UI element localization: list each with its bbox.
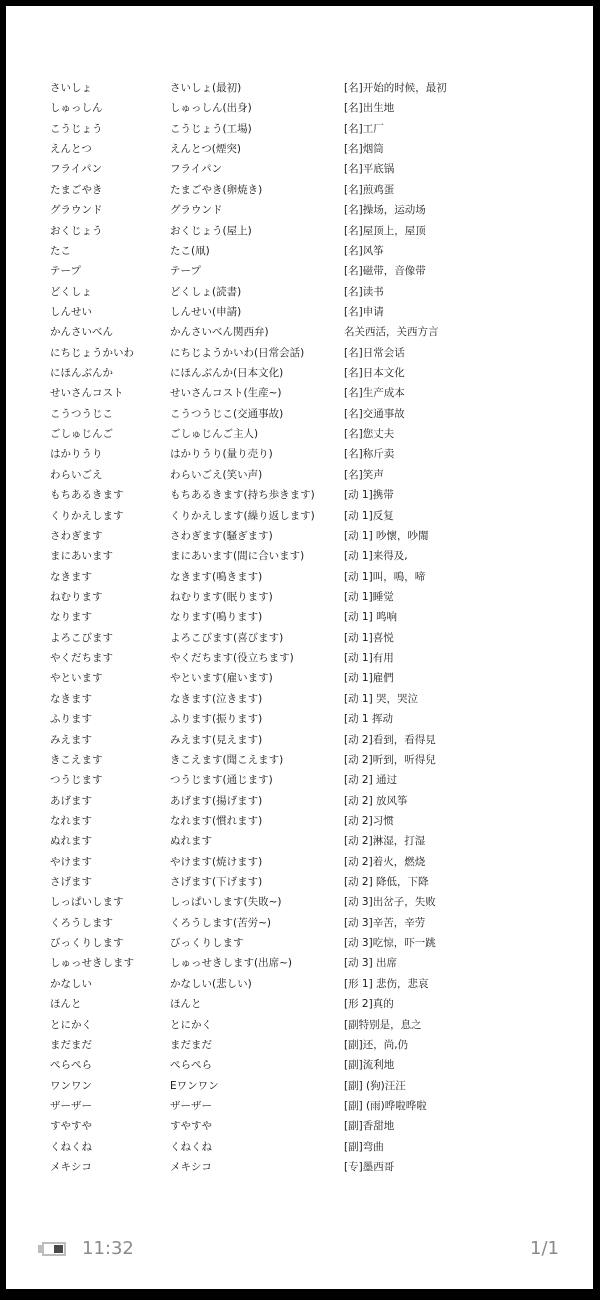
vocab-meaning: [动 1]携带 xyxy=(344,489,394,502)
vocab-meaning: [名]工厂 xyxy=(344,122,384,135)
vocab-row xyxy=(6,872,593,892)
vocab-meaning: [动 2]听到，听得兒 xyxy=(344,753,436,766)
vocab-reading: ほんと xyxy=(50,998,82,1011)
vocab-word-with-kanji: Eワンワン xyxy=(170,1079,219,1092)
vocab-reading: びっくりします xyxy=(50,937,124,950)
vocab-reading: ぺらぺら xyxy=(50,1059,92,1072)
vocab-row xyxy=(6,98,593,118)
vocab-word-with-kanji: くりかえします(繰り返します) xyxy=(170,509,315,522)
vocab-row xyxy=(6,261,593,281)
vocab-row xyxy=(6,1096,593,1116)
vocab-row xyxy=(6,1076,593,1096)
vocab-meaning: [动 2] 放风筝 xyxy=(344,794,408,807)
vocab-reading: どくしょ xyxy=(50,285,92,298)
vocab-meaning: [名]生产成本 xyxy=(344,387,405,400)
vocab-word-with-kanji: かなしい(悲しい) xyxy=(170,977,252,990)
vocab-row xyxy=(6,913,593,933)
vocab-word-with-kanji: ぺらぺら xyxy=(170,1059,212,1072)
vocab-meaning: [动 3] 出席 xyxy=(344,957,398,970)
status-bar xyxy=(6,1232,593,1272)
vocab-word-with-kanji: フライパン xyxy=(170,163,222,176)
vocab-reading: わらいごえ xyxy=(50,468,103,481)
vocab-word-with-kanji: とにかく xyxy=(170,1018,212,1031)
vocab-meaning: [副] (狗)汪汪 xyxy=(344,1079,406,1092)
vocab-row xyxy=(6,567,593,587)
vocab-meaning: [名]读书 xyxy=(344,285,384,298)
vocab-reading: しゅっしん xyxy=(50,102,103,115)
vocab-reading: すやすや xyxy=(50,1120,92,1133)
vocab-row xyxy=(6,974,593,994)
vocab-meaning: [动 2] 降低，下降 xyxy=(344,876,429,889)
vocab-meaning: [名]您丈夫 xyxy=(344,428,395,441)
vocab-word-with-kanji: なれます(慣れます) xyxy=(170,814,263,827)
vocab-meaning: [动 3]出岔子，失败 xyxy=(344,896,436,909)
vocab-row xyxy=(6,526,593,546)
vocab-reading: くろうします xyxy=(50,916,113,929)
vocab-word-with-kanji: たまごやき(卵焼き) xyxy=(170,183,263,196)
vocab-word-with-kanji: さわぎます(騒ぎます) xyxy=(170,529,273,542)
vocab-word-with-kanji: こうじょう(工場) xyxy=(170,122,252,135)
vocab-row xyxy=(6,668,593,688)
battery-icon xyxy=(42,1242,66,1256)
vocab-meaning: [动 3]吃惊，吓一跳 xyxy=(344,937,436,950)
vocab-row xyxy=(6,159,593,179)
vocab-reading: ねむります xyxy=(50,590,103,603)
vocab-word-with-kanji: メキシコ xyxy=(170,1161,212,1174)
vocab-meaning: [动 3]辛苦，辛劳 xyxy=(344,916,426,929)
vocab-word-with-kanji: なります(鳴ります) xyxy=(170,611,263,624)
vocab-row xyxy=(6,322,593,342)
vocab-reading: さわぎます xyxy=(50,529,103,542)
vocab-meaning: [动 1]睡觉 xyxy=(344,590,394,603)
vocab-row xyxy=(6,811,593,831)
vocab-row xyxy=(6,444,593,464)
vocab-meaning: [专]墨西哥 xyxy=(344,1161,395,1174)
vocab-reading: やけます xyxy=(50,855,92,868)
vocab-word-with-kanji: ごしゅじんご主人) xyxy=(170,428,259,441)
vocab-meaning: [形 2]真的 xyxy=(344,998,394,1011)
vocab-row xyxy=(6,343,593,363)
vocab-reading: つうじます xyxy=(50,774,103,787)
vocab-meaning: [名]申请 xyxy=(344,305,384,318)
vocab-row xyxy=(6,383,593,403)
vocab-word-with-kanji: しゅっせきします(出席~) xyxy=(170,957,292,970)
vocab-row xyxy=(6,302,593,322)
vocab-meaning: 名关西活，关西方言 xyxy=(344,326,439,339)
vocab-meaning: [动 1]叫，鳴，啼 xyxy=(344,570,426,583)
vocab-word-with-kanji: はかりうり(量り売り) xyxy=(170,448,273,461)
vocab-meaning: [名]日本文化 xyxy=(344,367,405,380)
vocab-row xyxy=(6,119,593,139)
vocab-meaning: [副]流利地 xyxy=(344,1059,395,1072)
vocab-meaning: [名]平底锅 xyxy=(344,163,395,176)
vocab-reading: フライパン xyxy=(50,163,102,176)
vocab-word-with-kanji: なきます(泣きます) xyxy=(170,692,263,705)
vocab-word-with-kanji: ザーザー xyxy=(170,1099,212,1112)
vocab-meaning: [副]弯曲 xyxy=(344,1140,384,1153)
vocab-word-with-kanji: さげます(下げます) xyxy=(170,876,263,889)
vocab-meaning: [动 2]淋湿，打湿 xyxy=(344,835,426,848)
vocab-meaning: [名]煎鸡蛋 xyxy=(344,183,395,196)
vocab-meaning: [动 2]看到，看得見 xyxy=(344,733,436,746)
vocab-row xyxy=(6,1055,593,1075)
vocab-word-with-kanji: なきます(鳴きます) xyxy=(170,570,263,583)
vocab-reading: ザーザー xyxy=(50,1099,92,1112)
vocab-reading: とにかく xyxy=(50,1018,92,1031)
vocab-word-with-kanji: ねむります(眠ります) xyxy=(170,590,273,603)
vocab-reading: ふります xyxy=(50,713,92,726)
vocab-row xyxy=(6,791,593,811)
vocab-meaning: [动 1]喜悦 xyxy=(344,631,394,644)
vocab-word-with-kanji: えんとつ(煙突) xyxy=(170,143,241,156)
vocab-reading: たまごやき xyxy=(50,183,103,196)
vocab-reading: みえます xyxy=(50,733,92,746)
vocab-meaning: [副]香甜地 xyxy=(344,1120,395,1133)
vocab-row xyxy=(6,78,593,98)
vocab-word-with-kanji: すやすや xyxy=(170,1120,212,1133)
vocab-row xyxy=(6,485,593,505)
vocab-word-with-kanji: にちじようかいわ(日常会話) xyxy=(170,346,305,359)
vocab-reading: しっぱいします xyxy=(50,896,124,909)
battery-tip xyxy=(38,1245,42,1253)
vocab-reading: メキシコ xyxy=(50,1161,92,1174)
vocab-reading: かんさいべん xyxy=(50,326,113,339)
vocab-word-with-kanji: にほんぶんか(日本文化) xyxy=(170,367,284,380)
vocab-reading: しゅっせきします xyxy=(50,957,134,970)
vocab-meaning: [名]磁带，音像带 xyxy=(344,265,426,278)
vocab-meaning: [名]开始的时候，最初 xyxy=(344,82,447,94)
vocab-word-with-kanji: やけます(焼けます) xyxy=(170,855,263,868)
vocab-word-with-kanji: たこ(凧) xyxy=(170,244,210,257)
vocab-row xyxy=(6,852,593,872)
vocab-meaning: [名]烟筒 xyxy=(344,143,384,156)
vocab-meaning: [名]称斤卖 xyxy=(344,448,395,461)
vocab-row xyxy=(6,648,593,668)
vocab-meaning: [动 2]着火，燃烧 xyxy=(344,855,426,868)
vocab-meaning: [名]日常会话 xyxy=(344,346,405,359)
vocab-meaning: [动 1]来得及, xyxy=(344,550,408,563)
vocab-meaning: [副] (雨)哗啦哗啦 xyxy=(344,1099,427,1112)
vocab-word-with-kanji: おくじょう(屋上) xyxy=(170,224,252,237)
vocab-word-with-kanji: さいしょ(最初) xyxy=(170,82,242,94)
vocab-row xyxy=(6,1035,593,1055)
vocab-meaning: [动 1] 吵懷，吵閙 xyxy=(344,529,429,542)
vocab-meaning: [名]出生地 xyxy=(344,102,395,115)
vocab-reading: よろこびます xyxy=(50,631,113,644)
vocab-word-with-kanji: まだまだ xyxy=(170,1038,212,1051)
vocab-word-with-kanji: ほんと xyxy=(170,998,202,1011)
vocab-row xyxy=(6,180,593,200)
vocab-word-with-kanji: グラウンド xyxy=(170,204,223,217)
vocab-word-with-kanji: しんせい(申請) xyxy=(170,305,242,318)
vocab-meaning: [动 1]雇們 xyxy=(344,672,394,685)
vocab-reading: せいさんコスト xyxy=(50,387,124,400)
vocabulary-list xyxy=(6,78,593,1177)
vocab-reading: なれます xyxy=(50,814,92,827)
vocab-meaning: [动 1] 哭，哭泣 xyxy=(344,692,419,705)
clock: 11:32 xyxy=(82,1238,134,1259)
vocab-word-with-kanji: こうつうじこ(交通事故) xyxy=(170,407,284,420)
vocab-reading: えんとつ xyxy=(50,143,92,156)
vocab-meaning: [名]屋顶上，屋顶 xyxy=(344,224,426,237)
vocab-meaning: [形 1] 悲伤，悲哀 xyxy=(344,977,429,990)
vocab-word-with-kanji: くねくね xyxy=(170,1140,212,1153)
vocab-row xyxy=(6,1015,593,1035)
vocab-row xyxy=(6,1116,593,1136)
vocab-reading: こうじょう xyxy=(50,122,103,135)
vocab-reading: あげます xyxy=(50,794,92,807)
vocab-word-with-kanji: しゅっしん(出身) xyxy=(170,102,252,115)
vocab-row xyxy=(6,363,593,383)
vocab-row xyxy=(6,139,593,159)
vocab-reading: やくだちます xyxy=(50,652,113,665)
vocab-row xyxy=(6,506,593,526)
vocab-word-with-kanji: ふります(振ります) xyxy=(170,713,263,726)
vocab-reading: きこえます xyxy=(50,753,103,766)
vocab-word-with-kanji: びっくりします xyxy=(170,937,244,950)
vocab-row xyxy=(6,730,593,750)
vocab-meaning: [动 1] 鸣响 xyxy=(344,611,398,624)
vocab-meaning: [动 2]习惯 xyxy=(344,814,394,827)
vocab-word-with-kanji: しっぱいします(失敗~) xyxy=(170,896,282,909)
vocab-meaning: [副]还，尚,仍 xyxy=(344,1038,409,1051)
vocab-row xyxy=(6,831,593,851)
vocab-meaning: [名]交通事故 xyxy=(344,407,405,420)
vocab-reading: もちあるきます xyxy=(50,489,124,502)
vocab-word-with-kanji: くろうします(苦労~) xyxy=(170,916,271,929)
vocab-meaning: [副特别是，息之 xyxy=(344,1018,422,1031)
document-page xyxy=(6,6,593,1289)
vocab-meaning: [动 1]有用 xyxy=(344,652,394,665)
vocab-reading: ごしゅじんご xyxy=(50,428,113,441)
vocab-row xyxy=(6,994,593,1014)
vocab-reading: にほんぶんか xyxy=(50,367,113,380)
vocab-row xyxy=(6,546,593,566)
vocab-row xyxy=(6,689,593,709)
vocab-word-with-kanji: みえます(見えます) xyxy=(170,733,263,746)
vocab-reading: かなしい xyxy=(50,977,92,990)
vocab-reading: なります xyxy=(50,611,92,624)
vocab-reading: まだまだ xyxy=(50,1038,92,1051)
vocab-reading: やといます xyxy=(50,672,103,685)
vocab-row xyxy=(6,1137,593,1157)
vocab-reading: さいしょ xyxy=(50,82,92,94)
vocab-word-with-kanji: かんさいべん関西弁) xyxy=(170,326,269,339)
vocab-reading: まにあいます xyxy=(50,550,113,563)
vocab-reading: なきます xyxy=(50,692,92,705)
vocab-reading: なきます xyxy=(50,570,92,583)
vocab-meaning: [名]笑声 xyxy=(344,468,384,481)
vocab-reading: グラウンド xyxy=(50,204,103,217)
vocab-reading: しんせい xyxy=(50,305,92,318)
vocab-row xyxy=(6,892,593,912)
vocab-reading: こうつうじこ xyxy=(50,407,113,420)
vocab-reading: さげます xyxy=(50,876,92,889)
vocab-word-with-kanji: まにあいます(間に合います) xyxy=(170,550,305,563)
vocab-row xyxy=(6,404,593,424)
vocab-word-with-kanji: テープ xyxy=(170,265,201,278)
vocab-row xyxy=(6,1157,593,1177)
page-indicator: 1/1 xyxy=(530,1238,559,1259)
vocab-row xyxy=(6,465,593,485)
vocab-meaning: [名]操场，运动场 xyxy=(344,204,426,217)
vocab-row xyxy=(6,628,593,648)
vocab-row xyxy=(6,933,593,953)
vocab-word-with-kanji: つうじます(通じます) xyxy=(170,774,273,787)
vocab-reading: にちじょうかいわ xyxy=(50,346,134,359)
vocab-word-with-kanji: せいさんコスト(生産~) xyxy=(170,387,282,400)
vocab-reading: たこ xyxy=(50,244,71,257)
vocab-word-with-kanji: もちあるきます(持ち歩きます) xyxy=(170,489,315,502)
vocab-row xyxy=(6,709,593,729)
vocab-word-with-kanji: どくしょ(読書) xyxy=(170,285,242,298)
vocab-reading: くねくね xyxy=(50,1140,92,1153)
vocab-reading: ワンワン xyxy=(50,1079,92,1092)
vocab-reading: テープ xyxy=(50,265,81,278)
vocab-row xyxy=(6,424,593,444)
vocab-word-with-kanji: きこえます(聞こえます) xyxy=(170,753,284,766)
vocab-row xyxy=(6,221,593,241)
vocab-word-with-kanji: あげます(揚げます) xyxy=(170,794,263,807)
vocab-word-with-kanji: よろこびます(喜びます) xyxy=(170,631,284,644)
vocab-word-with-kanji: わらいごえ(笑い声) xyxy=(170,468,263,481)
vocab-meaning: [动 1]反复 xyxy=(344,509,394,522)
vocab-word-with-kanji: やといます(雇います) xyxy=(170,672,273,685)
vocab-reading: はかりうり xyxy=(50,448,103,461)
vocab-word-with-kanji: ぬれます xyxy=(170,835,212,848)
vocab-row xyxy=(6,750,593,770)
vocab-reading: くりかえします xyxy=(50,509,124,522)
vocab-row xyxy=(6,282,593,302)
vocab-reading: ぬれます xyxy=(50,835,92,848)
vocab-word-with-kanji: やくだちます(役立ちます) xyxy=(170,652,294,665)
vocab-meaning: [动 2] 通过 xyxy=(344,774,398,787)
vocab-meaning: [名]风筝 xyxy=(344,244,384,257)
vocab-reading: おくじょう xyxy=(50,224,103,237)
vocab-row xyxy=(6,607,593,627)
vocab-row xyxy=(6,770,593,790)
vocab-row xyxy=(6,587,593,607)
vocab-row xyxy=(6,200,593,220)
vocab-meaning: [动 1 挥动 xyxy=(344,713,393,726)
vocab-row xyxy=(6,241,593,261)
vocab-row xyxy=(6,953,593,973)
